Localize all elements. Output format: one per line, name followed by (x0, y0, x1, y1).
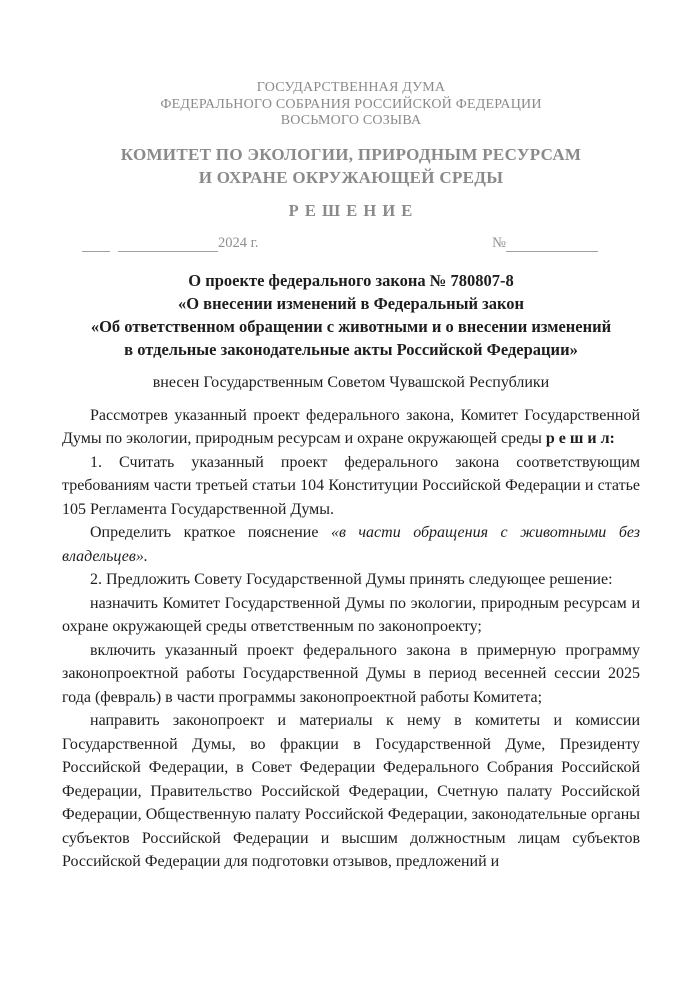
paragraph-text: назначить Комитет Государственной Думы по экологии, природным ресурсам и охране окружающей среды ответственным по законопроекту; (62, 594, 640, 635)
number-group (492, 235, 598, 252)
doc-type-heading: Р Е Ш Е Н И Е (288, 200, 414, 220)
committee-title-line1: КОМИТЕТ ПО ЭКОЛОГИИ, ПРИРОДНЫМ РЕСУРСАМ (120, 144, 582, 164)
date-day-blank (82, 237, 110, 252)
resolution-body (62, 404, 640, 874)
paragraph-text: направить законопроект и материалы к нему в комитеты и комиссии Государственной Думы, во фракции в Государственной Думе, Президенту Российской Федерации, в Совет Федерации Федерального Собрания Российской Федерации, Правительство Российской Федерации, Счетную палату Российской Федерации, Общественную палату Российской Федерации, законодательные органы субъектов Российской Федерации и высшим должностным лицам субъектов Российской Федерации для подготовки отзывов, предложений и (62, 712, 640, 870)
short-explanation-quote: «в части обращения с животными без владельцев». (62, 524, 640, 565)
body-paragraph (62, 592, 640, 639)
body-paragraph (62, 639, 640, 710)
number-blank (506, 237, 598, 252)
body-paragraph (62, 709, 640, 874)
date-month-blank (118, 237, 218, 252)
body-paragraph (62, 568, 640, 592)
resolution-title-line1: О проекте федерального закона № 780807-8 (188, 270, 514, 290)
paragraph-text: 1. Считать указанный проект федерального закона соответствующим требованиям части третьей статьи 104 Конституции Российской Федерации и статье 105 Регламента Государственной Думы. (62, 453, 640, 518)
submitted-by-line: внесен Государственным Советом Чувашской Республики (152, 373, 550, 391)
paragraph-text: Рассмотрев указанный проект федерального закона, Комитет Государственной Думы по экологии, природным ресурсам и охране окружающей среды (62, 406, 640, 447)
committee-title (62, 143, 640, 189)
org-name: ГОСУДАРСТВЕННАЯ ДУМА (256, 80, 446, 95)
decided-keyword: р е ш и л: (545, 430, 615, 447)
letterhead (62, 80, 640, 130)
resolution-title (62, 269, 640, 361)
resolution-title-line2: «О внесении изменений в Федеральный закон (177, 293, 525, 313)
paragraph-text: 2. Предложить Совету Государственной Думы принять следующее решение: (90, 571, 613, 588)
date-year-label: 2024 г. (218, 234, 259, 251)
body-paragraph (62, 404, 640, 451)
resolution-title-line4: в отдельные законодательные акты Российской Федерации» (124, 339, 578, 359)
org-convocation-line: ВОСЬМОГО СОЗЫВА (280, 113, 422, 128)
date-number-line (62, 235, 640, 252)
number-sign: № (492, 234, 506, 251)
committee-title-line2: И ОХРАНЕ ОКРУЖАЮЩЕЙ СРЕДЫ (198, 167, 504, 187)
body-paragraph (62, 451, 640, 522)
body-paragraph (62, 521, 640, 568)
date-group (82, 235, 259, 252)
resolution-title-line3: «Об ответственном обращении с животными и о внесении изменений (90, 316, 612, 336)
org-assembly-line: ФЕДЕРАЛЬНОГО СОБРАНИЯ РОССИЙСКОЙ ФЕДЕРАЦИИ (160, 96, 542, 112)
paragraph-text: Определить краткое пояснение (90, 524, 331, 541)
paragraph-text: включить указанный проект федерального закона в примерную программу законопроектной работы Государственной Думы в период весенней сессии 2025 года (февраль) в части программы законопроектной работы Комитета; (62, 641, 640, 706)
